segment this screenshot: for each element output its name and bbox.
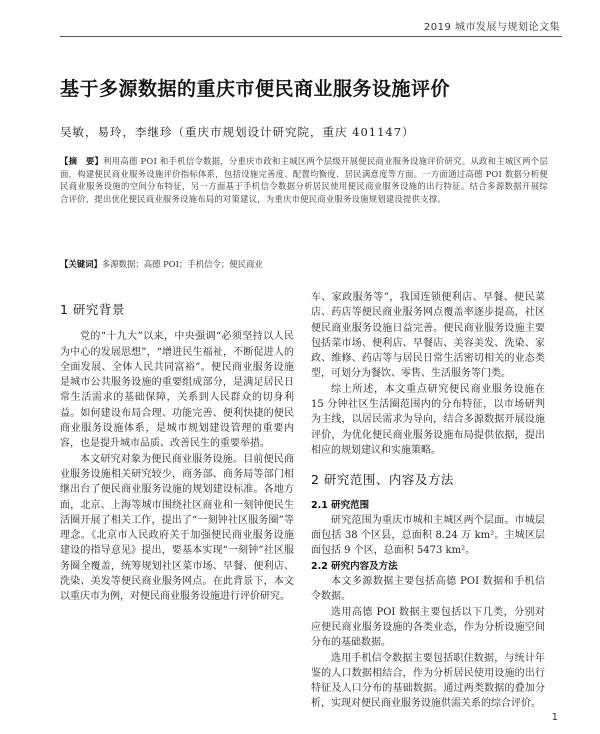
s1-cont-paragraph-2: 综上所述，本文重点研究便民商业服务设施在 15 分钟社区生活圈范围内的分布特征，以市场研判为主线，以居民需求为导向，结合多源数据开展设施评价，为优化便民商业服务设施布局提供依据，提出相应的规划建议和实施策略。 xyxy=(311,383,545,456)
page-number: 1 xyxy=(551,712,558,723)
article-authors: 吴敏，易玲，李继珍（重庆市规划设计研究院，重庆 401147） xyxy=(60,125,415,139)
abstract-label: 【摘 要】 xyxy=(60,156,104,166)
section-2-heading: 2 研究范围、内容及方法 xyxy=(311,472,454,488)
s21-paragraph: 研究范围为重庆市城和主城区两个层面。市城层面包括 38 个区县，总面积 8.24 万 km²。主城区层面包括 9 个区，总面积 5473 km²。 xyxy=(311,514,545,557)
section-1-heading: 1 研究背景 xyxy=(60,302,125,317)
running-title: 2019 城市发展与规划论文集 xyxy=(423,22,560,33)
section-2-1-heading: 2.1 研究范围 xyxy=(311,499,370,511)
s22-paragraph-3: 选用手机信令数据主要包括职住数据，与统计年鉴的人口数据相结合，作为分析居民使用设施的出行特征及人口分布的基础数据。通过两类数据的叠加分析，实现对便民商业服务设施供需关系的综合评价。 xyxy=(311,652,545,710)
header-rule xyxy=(60,36,562,37)
running-header xyxy=(0,0,600,44)
keywords-label: 【关键词】 xyxy=(60,259,102,269)
section-2-2-heading: 2.2 研究内容及方法 xyxy=(311,560,398,572)
right-column xyxy=(311,290,545,712)
article-title: 基于多源数据的重庆市便民商业服务设施评价 xyxy=(60,78,451,100)
s1-paragraph-1: 党的“十九大”以来，中央强调“必须坚持以人民为中心的发展思想”，“增进民生福祉，不断促进人的全面发展、全体人民共同富裕”。便民商业服务设施是城市公共服务设施的重要组成部分，是满足居民日常生活需求的基础保障，关系到人民群众的切身利益。如何建设布局合理、功能完善、便利快捷的便民商业服务设施体系，是城市规划建设管理的重要内容，也是提升城市品质、改善民生的重要举措。 xyxy=(60,331,294,450)
abstract-text: 利用高德 POI 和手机信令数据，分重庆市政和主城区两个层级开展便民商业服务设施评价研究。从政和主城区两个层面，构建便民商业服务设施评价指标体系，包括设施完善度、配置均衡度、居民满意度等方面。一方面通过高德 POI 数据分析便民商业服务设施的空间分布特征，另一方面基于手机信令数据分析居民使用便民商业服务设施的出行特征。结合多源数据开展综合评价，提出优化便民商业服务设施布局的对策建议，为重庆市便民商业服务设施规划建设提供支撑。 xyxy=(60,156,549,204)
abstract xyxy=(60,155,548,205)
s22-paragraph-2: 选用高德 POI 数据主要包括以下几类，分别对应便民商业服务设施的各类业态，作为分析设施空间分布的基础数据。 xyxy=(311,606,545,649)
keywords xyxy=(60,258,548,270)
left-column xyxy=(60,288,294,605)
s1-paragraph-2: 本文研究对象为便民商业服务设施。目前便民商业服务设施相关研究较少，商务部、商务局等部门相继出台了便民商业服务设施的规划建设标准。各地方面，北京、上海等城市围绕社区商业和一刻钟便民生活圈开展了相关工作，提出了“一刻钟社区服务圈”等理念。《北京市人民政府关于加强便民商业服务设施建设的指导意见》提出，要基本实现“一刻钟”社区服务圈全覆盖，统筹规划社区菜市场、早餐、便利店、洗染、美发等便民商业服务网点。在此背景下，本文以重庆市为例，对便民商业服务设施进行评价研究。 xyxy=(60,453,294,603)
keywords-text: 多源数据；高德 POI；手机信令；便民商业 xyxy=(101,259,263,269)
s1-cont-paragraph-1: 车、家政服务等”，我国连锁便利店、早餐、便民菜店、药店等便民商业服务网点覆盖率逐步提高，社区便民商业服务设施日益完善。便民商业服务设施主要包括菜市场、便利店、早餐店、美容美发、洗染、家政、维修、药店等与居民日常生活密切相关的业态类型，可划分为餐饮、零售、生活服务等门类。 xyxy=(311,292,545,380)
s22-paragraph-1: 本文多源数据主要包括高德 POI 数据和手机信令数据。 xyxy=(311,576,545,603)
